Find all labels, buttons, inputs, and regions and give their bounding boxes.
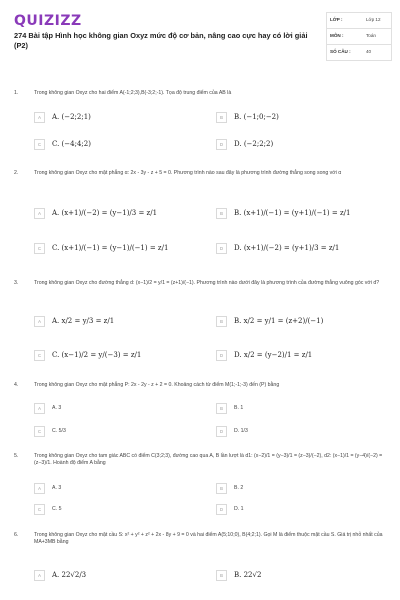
option-text: D. (x+1)/(−2) = (y+1)/3 = z/1 bbox=[234, 244, 340, 252]
option-text: C. (−4;4;2) bbox=[52, 140, 91, 148]
option-text: A. 22√2/3 bbox=[52, 571, 87, 579]
option-letter-box: C bbox=[34, 426, 45, 437]
question-number: 5. bbox=[14, 453, 19, 459]
option-letter-box: C bbox=[34, 350, 45, 361]
question-number: 1. bbox=[14, 90, 19, 96]
meta-row-count bbox=[327, 45, 391, 60]
option-text: B. 2 bbox=[234, 485, 244, 491]
question-number: 3. bbox=[14, 280, 19, 286]
meta-key: SỐ CÂU : bbox=[330, 49, 351, 54]
question-text: Trong không gian Oxyz cho đường thẳng d: (x−1)/2 = y/1 = (z+1)/(−1). Phương trình nào dưới đây là phương trình của đường thẳng vuông góc với d? bbox=[34, 280, 380, 286]
option-letter-box: D bbox=[216, 504, 227, 515]
option-letter-box: D bbox=[216, 350, 227, 361]
option-text: D. 1 bbox=[234, 506, 244, 512]
option-letter-box: A bbox=[34, 483, 45, 494]
option-letter-box: B bbox=[216, 570, 227, 581]
question-number: 6. bbox=[14, 532, 19, 538]
option-letter-box: B bbox=[216, 316, 227, 327]
meta-value: 40 bbox=[366, 49, 372, 54]
meta-key: LỚP : bbox=[330, 17, 343, 22]
question-number: 4. bbox=[14, 382, 19, 388]
meta-row-subject bbox=[327, 29, 391, 45]
option-letter-box: B bbox=[216, 483, 227, 494]
option-text: B. 22√2 bbox=[234, 571, 262, 579]
option-letter-box: A bbox=[34, 316, 45, 327]
option-letter-box: B bbox=[216, 403, 227, 414]
option-text: A. 3 bbox=[52, 485, 62, 491]
option-text: B. 1 bbox=[234, 405, 244, 411]
option-letter-box: A bbox=[34, 570, 45, 581]
meta-key: MÔN : bbox=[330, 33, 344, 38]
option-text: C. (x+1)/(−1) = (y−1)/(−1) = z/1 bbox=[52, 244, 169, 252]
option-letter-box: B bbox=[216, 112, 227, 123]
option-letter-box: A bbox=[34, 208, 45, 219]
option-text: A. (x+1)/(−2) = (y−1)/3 = z/1 bbox=[52, 209, 158, 217]
option-text: D. 1/3 bbox=[234, 428, 248, 434]
question-text: Trong không gian Oxyz cho mặt cầu S: x² + y² + z² + 2x - 8y + 9 = 0 và hai điểm A(5;10;0), B(4;2;1). Gọi M là điểm thuộc mặt cầu S. Giá trị nhỏ nhất của MA+3MB bằng bbox=[34, 532, 383, 545]
option-text: D. x/2 = (y−2)/1 = z/1 bbox=[234, 351, 313, 359]
option-text: D. (−2;2;2) bbox=[234, 140, 274, 148]
option-letter-box: C bbox=[34, 243, 45, 254]
option-letter-box: D bbox=[216, 243, 227, 254]
option-text: A. x/2 = y/3 = z/1 bbox=[52, 317, 115, 325]
worksheet-title: 274 Bài tập Hình học không gian Oxyz mức độ cơ bản, nâng cao cực hay có lời giải (P2) bbox=[14, 31, 308, 50]
option-letter-box: B bbox=[216, 208, 227, 219]
worksheet-meta-table bbox=[326, 12, 392, 61]
option-letter-box: D bbox=[216, 426, 227, 437]
question-number: 2. bbox=[14, 170, 19, 176]
option-text: C. 5/3 bbox=[52, 428, 66, 434]
option-letter-box: A bbox=[34, 403, 45, 414]
option-letter-box: C bbox=[34, 504, 45, 515]
option-letter-box: A bbox=[34, 112, 45, 123]
option-letter-box: C bbox=[34, 139, 45, 150]
option-text: B. x/2 = y/1 = (z+2)/(−1) bbox=[234, 317, 324, 325]
question-text: Trong không gian Oxyz cho mặt phẳng α: 2x - 3y - z + 5 = 0. Phương trình nào sau đây là phương trình đường thẳng song song với α bbox=[34, 170, 342, 176]
question-text: Trong không gian Oxyz cho tam giác ABC có điểm C(3;2;3), đường cao qua A, B lần lượt là d1: (x−2)/1 = (y−3)/1 = (z−3)/(−2), d2: (x−1)/1 = (y−4)/(−2) = (z−3)/1. Hoành độ điểm A bằng bbox=[34, 453, 383, 466]
meta-row-class bbox=[327, 13, 391, 29]
question-text: Trong không gian Oxyz cho hai điểm A(-1;2;3),B(-3;2;-1). Tọa độ trung điểm của AB là bbox=[34, 90, 232, 96]
question-text: Trong không gian Oxyz cho mặt phẳng P: 2x - 2y - z + 2 = 0. Khoảng cách từ điểm M(1;-1;-3) đến (P) bằng bbox=[34, 382, 280, 388]
option-text: B. (−1;0;−2) bbox=[234, 113, 279, 121]
meta-value: Toán bbox=[366, 33, 376, 38]
option-text: C. 5 bbox=[52, 506, 62, 512]
option-text: A. (−2;2;1) bbox=[52, 113, 91, 121]
option-text: C. (x−1)/2 = y/(−3) = z/1 bbox=[52, 351, 142, 359]
meta-value: Lớp 12 bbox=[366, 17, 381, 22]
quizizz-logo: QUIZIZZ bbox=[14, 13, 82, 29]
worksheet-header bbox=[0, 0, 400, 72]
option-text: B. (x+1)/(−1) = (y+1)/(−1) = z/1 bbox=[234, 209, 351, 217]
option-text: A. 3 bbox=[52, 405, 62, 411]
option-letter-box: D bbox=[216, 139, 227, 150]
